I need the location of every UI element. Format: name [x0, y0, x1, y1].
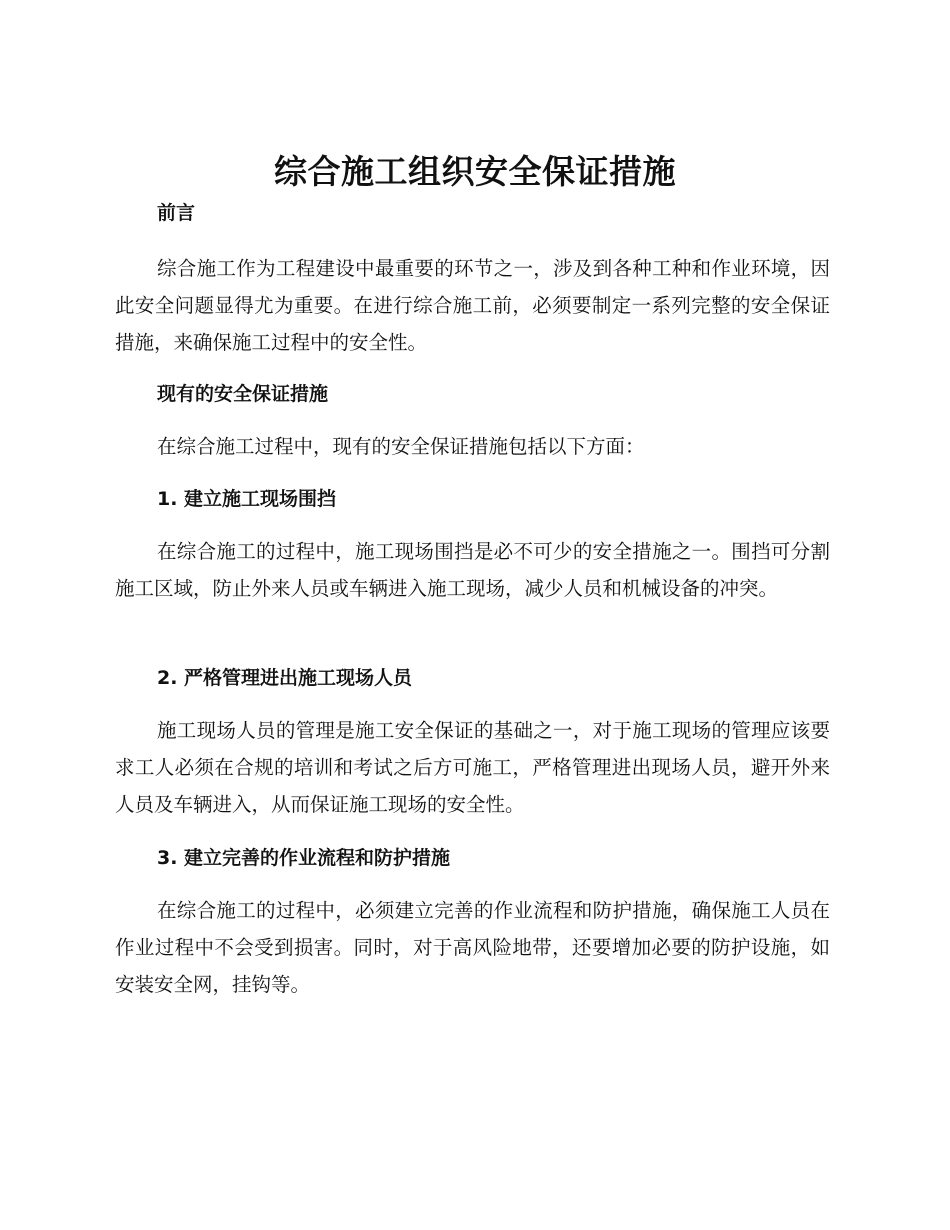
document-title: 综合施工组织安全保证措施 — [274, 152, 676, 191]
section-heading-personnel-management: 2. 严格管理进出施工现场人员 — [157, 667, 413, 689]
paragraph-existing-measures: 在综合施工过程中，现有的安全保证措施包括以下方面： — [157, 435, 645, 458]
section-heading-site-fencing: 1. 建立施工现场围挡 — [157, 488, 337, 510]
paragraph-preface: 综合施工作为工程建设中最重要的环节之一，涉及到各种工种和作业环境，因此安全问题显得尤为重要。在进行综合施工前，必须要制定一系列完整的安全保证措施，来确保施工过程中的安全性。 — [115, 257, 830, 354]
section-heading-preface: 前言 — [157, 202, 196, 224]
section-heading-workflow-protection: 3. 建立完善的作业流程和防护措施 — [157, 847, 451, 869]
paragraph-personnel-management: 施工现场人员的管理是施工安全保证的基础之一，对于施工现场的管理应该要求工人必须在合规的培训和考试之后方可施工，严格管理进出现场人员，避开外来人员及车辆进入，从而保证施工现场的安全性。 — [115, 719, 830, 816]
paragraph-workflow-protection: 在综合施工的过程中，必须建立完善的作业流程和防护措施，确保施工人员在作业过程中不会受到损害。同时，对于高风险地带，还要增加必要的防护设施，如安装安全网，挂钩等。 — [115, 899, 830, 996]
section-heading-existing-measures: 现有的安全保证措施 — [157, 383, 329, 405]
paragraph-site-fencing: 在综合施工的过程中，施工现场围挡是必不可少的安全措施之一。围挡可分割施工区域，防止外来人员或车辆进入施工现场，减少人员和机械设备的冲突。 — [115, 540, 830, 600]
